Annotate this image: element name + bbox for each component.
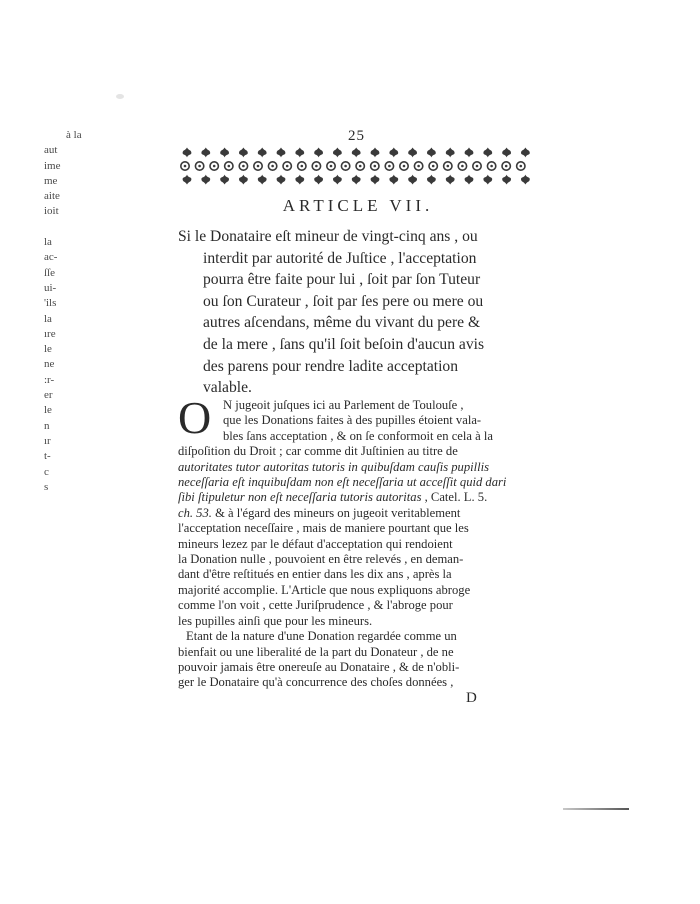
bleed-line: me <box>44 174 58 187</box>
facing-page-bleed-text <box>44 128 84 495</box>
commentary-line <box>178 460 536 475</box>
commentary-line <box>178 645 536 660</box>
drop-cap: O <box>178 392 212 443</box>
bleed-line: ac- <box>44 251 58 264</box>
commentary-line-part: N jugeoit juſques ici au Parlement de Toulouſe , <box>223 398 464 412</box>
paper-smudge <box>116 94 124 99</box>
commentary-line <box>178 475 536 490</box>
bleed-line: s <box>44 480 49 493</box>
article-line: valable. <box>203 379 252 397</box>
commentary-line-part: l'acceptation neceſſaire , mais de maniere pourtant que les <box>178 521 469 536</box>
commentary-line <box>178 444 536 459</box>
commentary-line-part: pouvoir jamais être onereuſe au Donataire , & de n'obli- <box>178 659 460 674</box>
bleed-line: er <box>44 389 53 402</box>
article-line: des parens pour rendre ladite acceptation <box>203 357 459 375</box>
commentary-line <box>178 490 536 505</box>
article-line: interdit par autorité de Juſtice , l'acceptation <box>203 249 477 267</box>
bleed-line: ime <box>44 159 61 172</box>
article-line: Si le Donataire eſt mineur de vingt-cinq ans , ou <box>178 228 478 245</box>
article-line: autres aſcendans, même du vivant du pere & <box>203 314 481 332</box>
catchword: D <box>466 690 477 706</box>
commentary-line-part: ger le Donataire qu'à concurrence des choſes données , <box>178 675 454 690</box>
bleed-line: 'ils <box>44 297 57 310</box>
commentary-line-part: ſibi ſtipuletur non eſt neceſſaria tutoris autoritas <box>178 490 422 505</box>
commentary-line <box>178 675 536 690</box>
commentary-line-part: comme l'on voit , cette Juriſprudence , & l'abroge pour <box>178 598 453 613</box>
commentary-line-part: mineurs lezez par le défaut d'acceptation qui rendoient <box>178 536 453 551</box>
bleed-line: n <box>44 419 50 432</box>
article-line: pourra être faite pour lui , ſoit par ſon Tuteur <box>203 271 481 289</box>
bleed-line: la <box>44 236 52 249</box>
commentary-text <box>178 392 536 691</box>
article-line: de la mere , ſans qu'il ſoit beſoin d'aucun avis <box>203 335 485 353</box>
fleuron-ornament-icon <box>178 146 534 186</box>
bleed-line: ioit <box>44 205 59 218</box>
bleed-line: à la <box>66 129 82 141</box>
commentary-line <box>178 598 536 613</box>
article-line: ou ſon Curateur , ſoit par ſes pere ou mere ou <box>203 292 484 310</box>
page-number: 25 <box>348 128 365 144</box>
commentary-line <box>178 521 536 536</box>
commentary-line-part: la Donation nulle , pouvoient en être relevés , en deman- <box>178 552 464 567</box>
commentary-line <box>178 429 536 444</box>
commentary-line-part: diſpoſition du Droit ; car comme dit Juſtinien au titre de <box>178 444 458 459</box>
commentary-line-part: dant d'être reſtitués en entier dans les dix ans , après la <box>178 567 452 582</box>
commentary-line <box>178 552 536 567</box>
commentary-line <box>178 537 536 552</box>
commentary-line-part: ch. 53. <box>178 505 212 520</box>
commentary-line-part: & à l'égard des mineurs on jugeoit veritablement <box>211 505 461 520</box>
commentary-line-part: bienfait ou une liberalité de la part du Donateur , de ne <box>178 644 454 659</box>
commentary-line-part: autoritates tutor autoritas tutoris in quibuſdam cauſis pupillis <box>178 459 490 474</box>
bleed-line: ıre <box>44 327 56 340</box>
commentary-line-part: que les Donations faites à des pupilles étoient vala- <box>223 413 482 428</box>
bleed-line: aut <box>44 144 58 157</box>
commentary-line <box>178 506 536 521</box>
commentary-line-part: majorité accomplie. L'Article que nous expliquons abroge <box>178 582 471 597</box>
bleed-line: ır <box>44 434 51 447</box>
commentary-line <box>178 567 536 582</box>
bleed-line: ne <box>44 358 55 371</box>
commentary-line <box>178 583 536 598</box>
commentary-line-part: bles ſans acceptation , & on ſe conformoit en cela à la <box>223 428 493 443</box>
commentary-line-part: , Catel. L. 5. <box>421 490 488 505</box>
commentary-line-part: neceſſaria eſt inquibuſdam non eſt neceſſaria ut acceſſit quid dari <box>178 475 507 490</box>
commentary-line <box>178 614 536 629</box>
bleed-line: le <box>44 343 52 356</box>
commentary-line-part: les pupilles ainſi que pour les mineurs. <box>178 613 373 628</box>
bleed-line: le <box>44 404 52 417</box>
edge-mark <box>563 808 629 810</box>
bleed-line: aite <box>44 190 60 203</box>
bleed-line <box>44 220 84 235</box>
article-heading: ARTICLE VII. <box>282 196 434 215</box>
commentary-line-part: Etant de la nature d'une Donation regardée comme un <box>186 629 457 644</box>
commentary-line <box>178 660 536 675</box>
bleed-line: c <box>44 465 49 478</box>
bleed-line: t- <box>44 450 51 463</box>
commentary-line <box>178 413 536 428</box>
article-text <box>178 226 536 399</box>
bleed-line: ui- <box>44 281 57 294</box>
bleed-line: la <box>44 312 52 325</box>
commentary-line <box>178 629 536 644</box>
bleed-line: ſſe <box>44 266 55 279</box>
commentary-line <box>178 398 536 413</box>
bleed-line: :r- <box>44 373 55 386</box>
